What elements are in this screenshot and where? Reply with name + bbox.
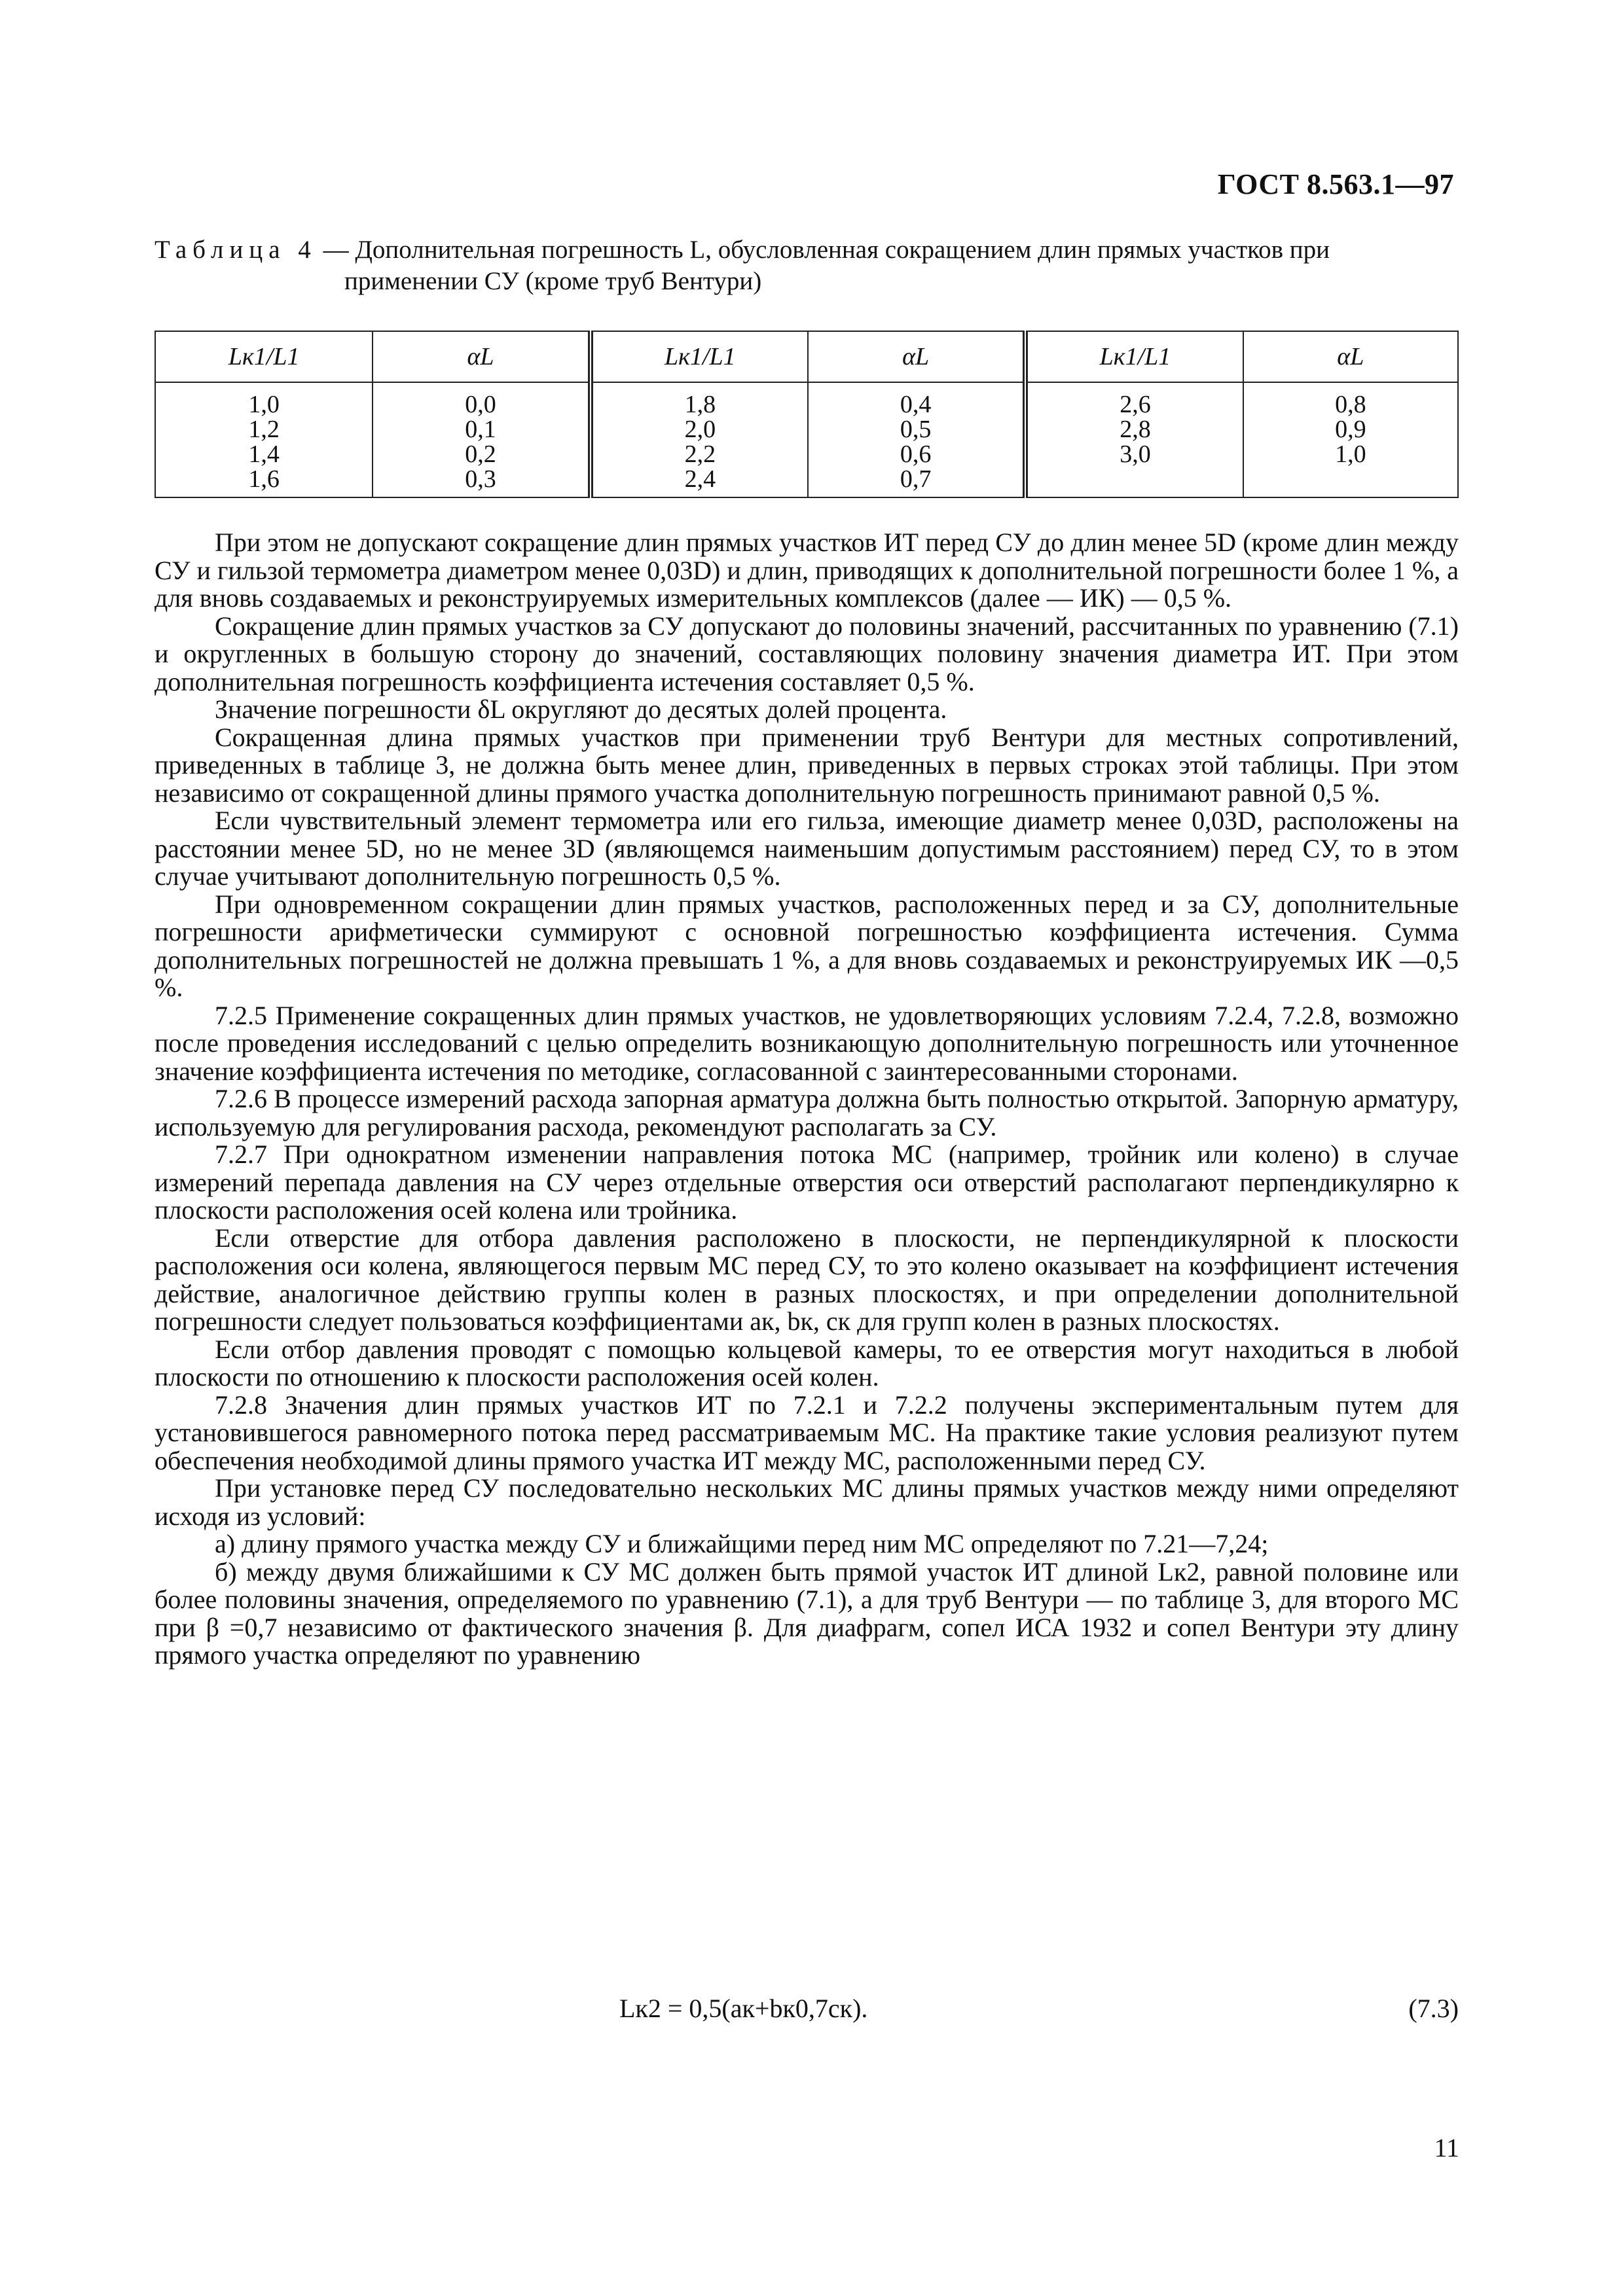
page-number: 11 (1434, 2133, 1459, 2162)
table-caption (155, 234, 1457, 297)
paragraph: а) длину прямого участка между СУ и ближайщими перед ним МС определяют по 7.21—7,24; (215, 1529, 1269, 1558)
cell-value: 0,3 (465, 465, 496, 493)
paragraph: Если чувствительный элемент термометра или его гильза, имеющие диаметр менее 0,03D, расположены на расстоянии менее 5D, но не менее 3D (являющемся наименьшим допустимым расстоянием) перед СУ, то в этом случае учитывают дополнительную погрешность 0,5 %. (155, 806, 1459, 891)
table-header-cell: αL (1243, 331, 1458, 382)
paragraph: 7.2.7 При однократном изменении направления потока МС (например, тройник или колено) в случае измерений перепада давления на СУ через отдельные отверстия оси отверстий располагают перпендикулярно к плоскости расположения осей колена или тройника. (155, 1139, 1459, 1225)
cell-value: 1,8 (684, 391, 716, 418)
cell-value: 0,4 (900, 391, 932, 418)
cell-value: 1,4 (248, 440, 280, 468)
table-caption-label: Таблица 4 (155, 236, 317, 264)
formula-number: (7.3) (1408, 1994, 1459, 2023)
table-cell (591, 382, 808, 497)
cell-value: 1,6 (248, 465, 280, 493)
paragraph: Сокращение длин прямых участков за СУ допускают до половины значений, рассчитанных по уравнению (7.1) и округленных в большую сторону до значений, составляющих половину значения диаметра ИТ. При этом дополнительная погрешность коэффициента истечения составляет 0,5 %. (155, 611, 1459, 696)
cell-value: 0,8 (1335, 391, 1366, 418)
cell-value: 0,5 (900, 416, 932, 443)
table-header-cell: Lк1/L1 (591, 331, 808, 382)
paragraph: Если отбор давления проводят с помощью кольцевой камеры, то ее отверстия могут находиться в любой плоскости по отношению к плоскости расположения осей колен. (155, 1334, 1459, 1391)
cell-value: 2,2 (684, 440, 716, 468)
table-header-cell: αL (373, 331, 590, 382)
table-caption-text: — Дополнительная погрешность L, обусловленная сокращением длин прямых участков при (323, 236, 1330, 264)
paragraph: Значение погрешности δL округляют до десятых долей процента. (215, 694, 947, 724)
paragraph: При установке перед СУ последовательно нескольких МС длины прямых участков между ними определяют исходя из условий: (155, 1473, 1459, 1531)
table-header-cell: Lк1/L1 (155, 331, 373, 382)
paragraph: Сокращенная длина прямых участков при применении труб Вентури для местных сопротивлений, приведенных в таблице 3, не должна быть менее длин, приведенных в первых строках этой таблицы. При этом независимо от сокращенной длины прямого участка дополнительную погрешность принимают равной 0,5 %. (155, 722, 1459, 808)
formula-expression: Lк2 = 0,5(aк+bк0,7cк). (619, 1994, 868, 2023)
table-cell (373, 382, 590, 497)
cell-value: 2,6 (1120, 391, 1151, 418)
formula (155, 1993, 1459, 2026)
table-header-cell: Lк1/L1 (1025, 331, 1243, 382)
cell-value: 0,7 (900, 465, 932, 493)
paragraph: При этом не допускают сокращение длин прямых участков ИТ перед СУ до длин менее 5D (кроме длин между СУ и гильзой термометра диаметром менее 0,03D) и длин, приводящих к дополнительной погрешности более 1 %, а для вновь создаваемых и реконструируемых измерительных комплексов (далее — ИК) — 0,5 %. (155, 528, 1459, 613)
table-cell (808, 382, 1025, 497)
table-header-row (155, 331, 1458, 382)
table-row (155, 382, 1458, 497)
table-caption-text-2: применении СУ (кроме труб Вентури) (344, 267, 762, 295)
cell-value: 0,9 (1335, 416, 1366, 443)
paragraph: 7.2.6 В процессе измерений расхода запорная арматура должна быть полностью открытой. Запорную арматуру, используемую для регулирования расхода, рекомендуют располагать за СУ. (155, 1084, 1459, 1141)
cell-value: 0,1 (465, 416, 496, 443)
body-text (155, 529, 1459, 1670)
document-id: ГОСТ 8.563.1—97 (1217, 168, 1454, 200)
cell-value: 2,8 (1120, 416, 1151, 443)
cell-value: 1,0 (1335, 440, 1366, 468)
cell-value: 1,0 (248, 391, 280, 418)
cell-value: 0,6 (900, 440, 932, 468)
cell-value: 2,4 (684, 465, 716, 493)
paragraph: 7.2.8 Значения длин прямых участков ИТ по 7.2.1 и 7.2.2 получены экспериментальным путем для установившегося равномерного потока перед рассматриваемым МС. На практике такие условия реализуют путем обеспечения необходимой длины прямого участка ИТ между МС, расположенными перед СУ. (155, 1390, 1459, 1475)
error-table (155, 331, 1459, 498)
paragraph: б) между двумя ближайшими к СУ МС должен быть прямой участок ИТ длиной Lк2, равной половине или более половины значения, определяемого по уравнению (7.1), а для труб Вентури — по таблице 3, для второго МС при β =0,7 независимо от фактического значения β. Для диафрагм, сопел ИСА 1932 и сопел Вентури эту длину прямого участка определяют по уравнению (155, 1556, 1459, 1670)
cell-value: 3,0 (1120, 440, 1151, 468)
paragraph: При одновременном сокращении длин прямых участков, расположенных перед и за СУ, дополнительные погрешности арифметически суммируют с основной погрешностью коэффициента истечения. Сумма дополнительных погрешностей не должна превышать 1 %, а для вновь создаваемых и реконструируемых ИК —0,5 %. (155, 889, 1459, 1002)
table-header-cell: αL (808, 331, 1025, 382)
table-cell (155, 382, 373, 497)
paragraph: Если отверстие для отбора давления расположено в плоскости, не перпендикулярной к плоскости расположения оси колена, являющегося первым МС перед СУ, то это колено оказывает на коэффициент истечения действие, аналогичное действию группы колен в разных плоскостях, и при определении дополнительной погрешности следует пользоваться коэффициентами aк, bк, cк для групп колен в разных плоскостях. (155, 1223, 1459, 1336)
cell-value: 1,2 (248, 416, 280, 443)
table-cell (1243, 382, 1458, 497)
cell-value: 2,0 (684, 416, 716, 443)
cell-value: 0,2 (465, 440, 496, 468)
paragraph: 7.2.5 Применение сокращенных длин прямых участков, не удовлетворяющих условиям 7.2.4, 7.2.8, возможно после проведения исследований с целью определить возникающую дополнительную погрешность или уточненное значение коэффициента истечения по методике, согласованной с заинтересованными сторонами. (155, 1000, 1459, 1086)
table-cell (1025, 382, 1243, 497)
cell-value: 0,0 (465, 391, 496, 418)
